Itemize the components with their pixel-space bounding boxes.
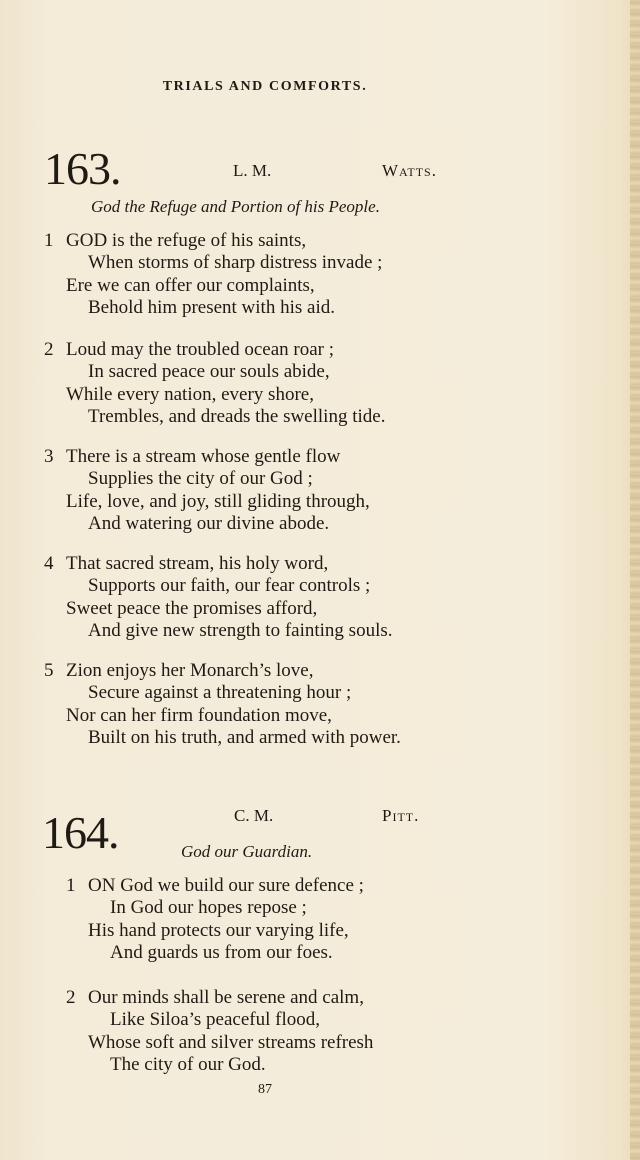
verse-line: GOD is the refuge of his saints, bbox=[66, 230, 307, 251]
verse-line: And watering our divine abode. bbox=[88, 512, 330, 534]
stanza bbox=[44, 230, 383, 319]
verse-line: While every nation, every shore, bbox=[66, 383, 314, 405]
verse-line: Life, love, and joy, still gliding through, bbox=[66, 490, 370, 512]
hymn-author: Watts. bbox=[382, 161, 437, 180]
running-head: TRIALS AND COMFORTS. bbox=[162, 79, 368, 94]
stanza bbox=[44, 339, 386, 428]
verse-line: The city of our God. bbox=[110, 1053, 266, 1075]
stanza bbox=[44, 660, 401, 749]
verse-line: And guards us from our foes. bbox=[110, 941, 333, 963]
verse-line: Nor can her firm foundation move, bbox=[66, 704, 332, 726]
verse-line: In sacred peace our souls abide, bbox=[88, 361, 330, 383]
verse-line: In God our hopes repose ; bbox=[110, 897, 307, 919]
verse-line: Like Siloa’s peaceful flood, bbox=[110, 1009, 320, 1031]
verse-line: Behold him present with his aid. bbox=[88, 296, 335, 318]
verse-number: 2 bbox=[66, 987, 76, 1008]
verse-line: ON God we build our sure defence ; bbox=[88, 875, 364, 896]
hymn-meter: L. M. bbox=[233, 161, 272, 180]
verse-line: And give new strength to fainting souls. bbox=[88, 619, 393, 641]
verse-line: That sacred stream, his holy word, bbox=[66, 553, 329, 574]
verse-line: His hand protects our varying life, bbox=[88, 919, 349, 941]
verse-number: 5 bbox=[44, 660, 54, 681]
verse-line: When storms of sharp distress invade ; bbox=[88, 252, 383, 274]
page-edge bbox=[630, 0, 640, 1160]
hymn-meter: C. M. bbox=[234, 806, 274, 825]
verse-number: 2 bbox=[44, 339, 54, 360]
verse-line: Built on his truth, and armed with power. bbox=[88, 726, 401, 748]
stanza bbox=[66, 875, 364, 964]
verse-line: Trembles, and dreads the swelling tide. bbox=[88, 405, 386, 427]
verse-number: 1 bbox=[66, 875, 76, 896]
stanza bbox=[66, 987, 374, 1076]
hymn-author: Pitt. bbox=[382, 806, 420, 825]
hymn-subtitle: God the Refuge and Portion of his People. bbox=[91, 197, 380, 216]
verse-line: Loud may the troubled ocean roar ; bbox=[66, 339, 335, 360]
verse-line: There is a stream whose gentle flow bbox=[66, 446, 341, 467]
stanza bbox=[44, 553, 393, 642]
verse-line: Our minds shall be serene and calm, bbox=[88, 987, 364, 1008]
hymn-subtitle: God our Guardian. bbox=[181, 842, 313, 861]
verse-line: Supports our faith, our fear controls ; bbox=[88, 575, 371, 597]
verse-line: Whose soft and silver streams refresh bbox=[88, 1031, 374, 1053]
verse-number: 4 bbox=[44, 553, 54, 574]
stanza bbox=[44, 446, 370, 535]
verse-number: 1 bbox=[44, 230, 54, 251]
page-number: 87 bbox=[258, 1082, 272, 1097]
verse-line: Zion enjoys her Monarch’s love, bbox=[66, 660, 314, 681]
hymn-number: 164. bbox=[42, 807, 119, 858]
verse-line: Secure against a threatening hour ; bbox=[88, 682, 352, 704]
verse-line: Sweet peace the promises afford, bbox=[66, 597, 318, 619]
verse-number: 3 bbox=[44, 446, 54, 467]
verse-line: Ere we can offer our complaints, bbox=[66, 274, 315, 296]
hymn-number: 163. bbox=[44, 143, 121, 194]
verse-line: Supplies the city of our God ; bbox=[88, 468, 313, 490]
